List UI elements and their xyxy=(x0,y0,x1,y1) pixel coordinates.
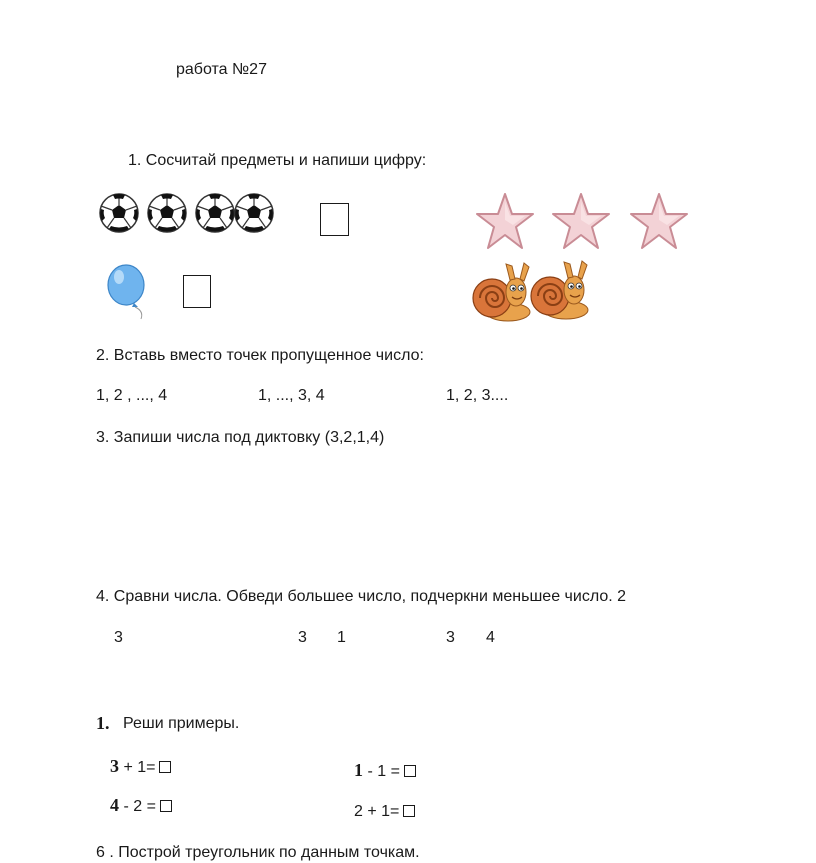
example-3-first-number: 1 xyxy=(354,760,363,780)
answer-box-example-1[interactable] xyxy=(159,761,171,773)
task6-text: 6 . Построй треугольник по данным точкам. xyxy=(96,844,420,861)
task5-number: 1. xyxy=(96,713,110,733)
soccer-ball-icon xyxy=(234,193,274,233)
snail-icon xyxy=(528,260,590,322)
task3-text: 3. Запиши числа под диктовку (3,2,1,4) xyxy=(96,429,385,446)
balloon-icon xyxy=(104,263,154,321)
example-1 xyxy=(110,757,171,776)
soccer-ball-icon xyxy=(147,193,187,233)
example-2-rest: - 2 = xyxy=(119,798,156,815)
task2-sequence-2: 1, ..., 3, 4 xyxy=(258,387,325,404)
page-title: работа №27 xyxy=(176,61,267,78)
answer-box-example-3[interactable] xyxy=(404,765,416,777)
example-4-text: 2 + 1= xyxy=(354,803,400,820)
answer-box-example-2[interactable] xyxy=(160,800,172,812)
task2-sequence-1: 1, 2 , ..., 4 xyxy=(96,387,168,404)
example-3-rest: - 1 = xyxy=(363,763,400,780)
example-4 xyxy=(354,804,415,820)
task4-text: 4. Сравни числа. Обведи большее число, подчеркни меньшее число. 2 xyxy=(96,588,627,605)
task5-text: Реши примеры. xyxy=(123,715,240,732)
answer-box-balls[interactable] xyxy=(320,203,349,236)
task4-pair2-number-b: 1 xyxy=(337,629,346,646)
soccer-ball-icon xyxy=(195,193,235,233)
task4-pair1-number: 3 xyxy=(114,629,123,646)
example-1-first-number: 3 xyxy=(110,756,119,776)
task2-sequence-3: 1, 2, 3.... xyxy=(446,387,509,404)
answer-box-example-4[interactable] xyxy=(403,805,415,817)
star-icon xyxy=(551,192,611,250)
example-2-first-number: 4 xyxy=(110,795,119,815)
snail-icon xyxy=(470,262,532,324)
task4-pair2-number-a: 3 xyxy=(298,629,307,646)
soccer-ball-icon xyxy=(99,193,139,233)
answer-box-balloon[interactable] xyxy=(183,275,211,308)
task4-pair3-number-b: 4 xyxy=(486,629,495,646)
example-3 xyxy=(354,761,416,780)
star-icon xyxy=(629,192,689,250)
task4-pair3-number-a: 3 xyxy=(446,629,455,646)
task1-text: 1. Сосчитай предметы и напиши цифру: xyxy=(128,152,427,169)
star-icon xyxy=(475,192,535,250)
example-2 xyxy=(110,796,172,815)
task2-text: 2. Вставь вместо точек пропущенное число: xyxy=(96,347,424,364)
example-1-rest: + 1= xyxy=(119,759,156,776)
